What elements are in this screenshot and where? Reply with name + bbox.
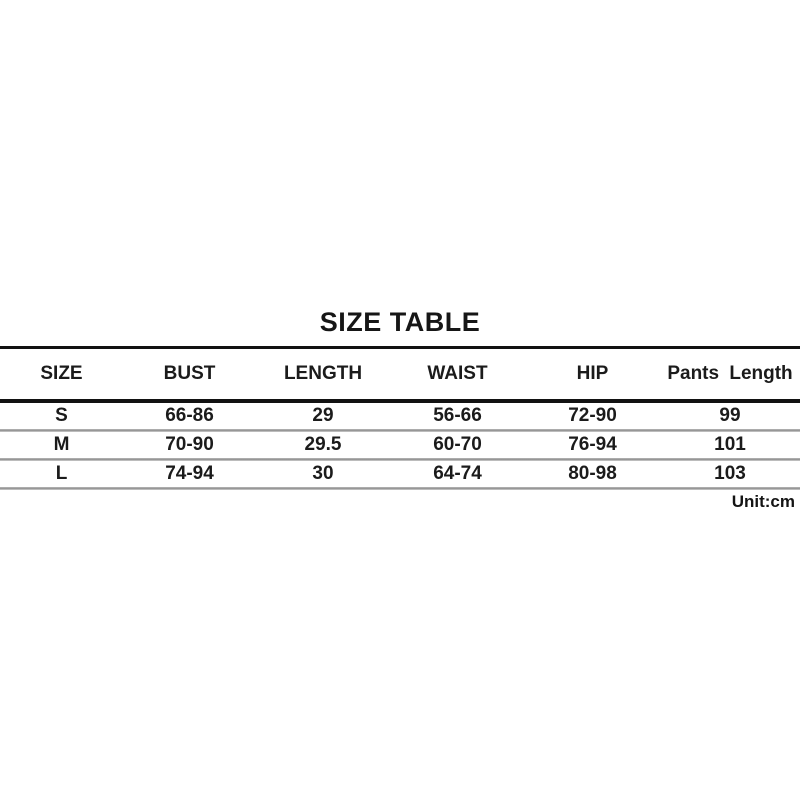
cell-bust: 70-90	[165, 434, 214, 455]
cell-size: M	[53, 434, 70, 455]
cell-waist: 56-66	[433, 405, 482, 426]
table-row-l	[0, 461, 800, 487]
cell-waist: 60-70	[433, 434, 482, 455]
cell-hip: 80-98	[568, 463, 617, 484]
cell-length: 29.5	[304, 434, 342, 455]
header-cell-waist: WAIST	[427, 363, 488, 384]
cell-length: 30	[312, 463, 334, 484]
cell-bust: 66-86	[165, 405, 214, 426]
cell-size: L	[55, 463, 68, 484]
cell-size: S	[55, 405, 68, 426]
header-cell-size: SIZE	[40, 363, 83, 384]
cell-waist: 64-74	[433, 463, 482, 484]
cell-pants-length: 99	[719, 405, 741, 426]
cell-pants-length: 103	[714, 463, 746, 484]
header-cell-length: LENGTH	[283, 363, 363, 384]
header-cell-pants-length: Pants Length	[667, 363, 793, 384]
cell-hip: 72-90	[568, 405, 617, 426]
size-chart	[0, 302, 800, 514]
table-row-m	[0, 432, 800, 458]
cell-hip: 76-94	[568, 434, 617, 455]
size-chart-title: SIZE TABLE	[319, 307, 481, 337]
cell-length: 29	[312, 405, 334, 426]
header-row	[0, 349, 800, 399]
cell-pants-length: 101	[714, 434, 746, 455]
header-cell-bust: BUST	[163, 363, 216, 384]
header-cell-hip: HIP	[576, 363, 609, 384]
cell-bust: 74-94	[165, 463, 214, 484]
unit-label: Unit:cm	[731, 492, 795, 511]
table-row-s	[0, 403, 800, 429]
